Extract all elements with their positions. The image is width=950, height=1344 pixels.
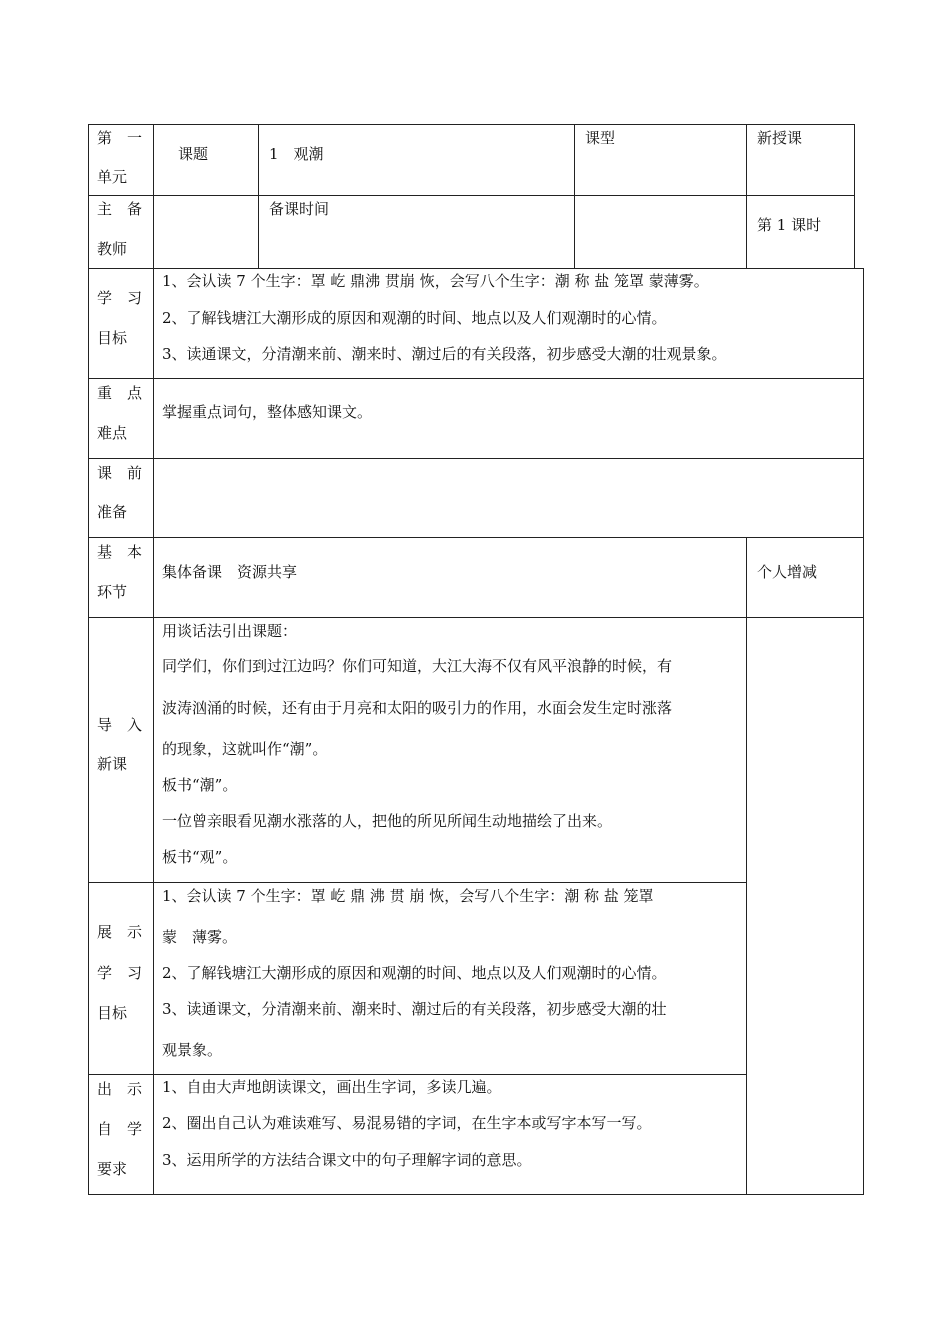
objective-item: 1、会认读 7 个生字：罩 屹 鼎沸 贯崩 恢，会写八个生字：潮 称 盐 笼罩 蒙薄雾。 [162, 272, 709, 290]
collective-prep-heading: 集体备课 资源共享 [162, 563, 298, 581]
unit-label-1: 第 一 [97, 129, 143, 147]
intro-label-1: 导 入 [97, 716, 143, 734]
table-border [88, 268, 864, 269]
intro-line: 板书“观”。 [162, 848, 238, 866]
table-border [88, 378, 864, 379]
teacher-label-2: 教师 [97, 240, 128, 258]
basic-label-1: 基 本 [97, 543, 143, 561]
type-value: 新授课 [757, 129, 803, 147]
intro-line: 板书“潮”。 [162, 776, 238, 794]
table-border [88, 458, 864, 459]
table-border [258, 124, 259, 269]
table-border [863, 268, 864, 1195]
table-border [746, 124, 747, 269]
table-border [88, 1074, 747, 1075]
period: 第 1 课时 [757, 216, 822, 234]
objectives-label-2: 目标 [97, 329, 128, 347]
lesson-title: 1 观潮 [269, 145, 324, 163]
type-label: 课型 [585, 129, 616, 147]
self-study-label-3: 要求 [97, 1160, 128, 1178]
preparation-label-1: 课 前 [97, 464, 143, 482]
show-goals-line: 2、了解钱塘江大潮形成的原因和观潮的时间、地点以及人们观潮时的心情。 [162, 964, 667, 982]
show-goals-line: 蒙 薄雾。 [162, 928, 238, 946]
table-border [88, 124, 89, 1195]
intro-line: 同学们，你们到过江边吗？你们可知道，大江大海不仅有风平浪静的时候，有 [162, 657, 673, 675]
intro-line: 一位曾亲眼看见潮水涨落的人，把他的所见所闻生动地描绘了出来。 [162, 812, 613, 830]
self-study-line: 1、自由大声地朗读课文，画出生字词，多读几遍。 [162, 1078, 502, 1096]
self-study-line: 2、圈出自己认为难读难写、易混易错的字词，在生字本或写字本写一写。 [162, 1114, 652, 1132]
intro-label-2: 新课 [97, 755, 128, 773]
show-goals-label-1: 展 示 [97, 923, 143, 941]
unit-label-2: 单元 [97, 168, 128, 186]
intro-line: 波涛汹涌的时候，还有由于月亮和太阳的吸引力的作用，水面会发生定时涨落 [162, 699, 673, 717]
show-goals-line: 观景象。 [162, 1041, 223, 1059]
self-study-label-2: 自 学 [97, 1120, 143, 1138]
show-goals-label-3: 目标 [97, 1004, 128, 1022]
table-border [88, 537, 864, 538]
table-border [88, 124, 855, 125]
basic-label-2: 环节 [97, 583, 128, 601]
key-points-label-1: 重 点 [97, 384, 143, 402]
show-goals-line: 3、读通课文，分清潮来前、潮来时、潮过后的有关段落，初步感受大潮的壮 [162, 1000, 667, 1018]
key-points-text: 掌握重点词句，整体感知课文。 [162, 403, 373, 421]
show-goals-line: 1、会认读 7 个生字：罩 屹 鼎 沸 贯 崩 恢，会写八个生字：潮 称 盐 笼罩 [162, 887, 654, 905]
table-border [153, 124, 154, 1195]
show-goals-label-2: 学 习 [97, 964, 143, 982]
teacher-label-1: 主 备 [97, 200, 143, 218]
objective-item: 3、读通课文，分清潮来前、潮来时、潮过后的有关段落，初步感受大潮的壮观景象。 [162, 345, 727, 363]
table-border [88, 882, 747, 883]
key-points-label-2: 难点 [97, 424, 128, 442]
prep-time-label: 备课时间 [269, 200, 330, 218]
table-border [88, 617, 864, 618]
personal-adjustment-heading: 个人增减 [757, 563, 818, 581]
table-border [88, 195, 855, 196]
intro-line: 用谈话法引出课题： [162, 622, 298, 640]
table-border [854, 124, 855, 269]
objectives-label-1: 学 习 [97, 289, 143, 307]
preparation-label-2: 准备 [97, 503, 128, 521]
lesson-label: 课题 [178, 145, 209, 163]
intro-line: 的现象，这就叫作“潮”。 [162, 740, 328, 758]
table-border [88, 1194, 864, 1195]
objective-item: 2、了解钱塘江大潮形成的原因和观潮的时间、地点以及人们观潮时的心情。 [162, 309, 667, 327]
self-study-label-1: 出 示 [97, 1080, 143, 1098]
table-border [746, 537, 747, 1195]
table-border [574, 124, 575, 269]
self-study-line: 3、运用所学的方法结合课文中的句子理解字词的意思。 [162, 1151, 532, 1169]
